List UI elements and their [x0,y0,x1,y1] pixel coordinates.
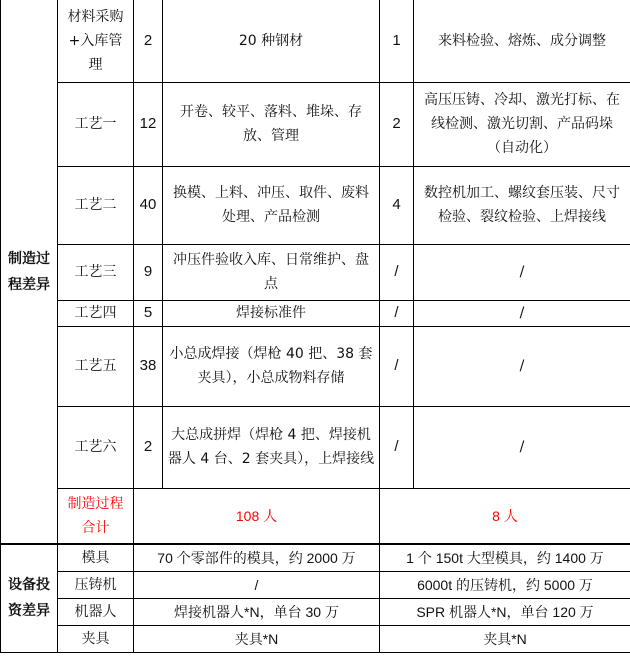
count-a: 5 [134,300,163,326]
process-name: 工艺三 [58,244,134,300]
equipment-name: 压铸机 [58,571,134,598]
process-name: 工艺一 [58,82,134,166]
process-name: 工艺四 [58,300,134,326]
count-b: / [380,406,414,488]
table-row [1,571,630,598]
process-name: 工艺二 [58,166,134,244]
process-name: 工艺五 [58,326,134,406]
equipment-name: 机器人 [58,598,134,625]
table-row [1,0,630,82]
equipment-b: 1 个 150t 大型模具，约 1400 万 [380,544,630,571]
process-name: 材料采购+入库管理 [58,0,134,82]
count-b: / [380,244,414,300]
description-b: / [414,244,630,300]
description-b: / [414,300,630,326]
table-row [1,244,630,300]
count-a: 2 [134,406,163,488]
table-row [1,166,630,244]
table-row-total [1,488,630,544]
table-row [1,406,630,488]
count-a: 38 [134,326,163,406]
count-a: 2 [134,0,163,82]
description-b: 高压压铸、冷却、激光打标、在线检测、激光切割、产品码垛（自动化） [414,82,630,166]
description-a: 换模、上料、冲压、取件、废料处理、产品检测 [163,166,380,244]
description-a: 大总成拼焊（焊枪 4 把、焊接机器人 4 台、2 套夹具），上焊接线 [163,406,380,488]
equipment-name: 夹具 [58,625,134,652]
table-row [1,326,630,406]
equipment-b: 夹具*N [380,625,630,652]
total-label: 制造过程合计 [58,488,134,544]
equipment-a: 焊接机器人*N，单台 30 万 [134,598,380,625]
section-label-equipment: 设备投资差异 [1,544,58,652]
description-b: 来料检验、熔炼、成分调整 [414,0,630,82]
description-b: / [414,406,630,488]
equipment-name: 模具 [58,544,134,571]
table-row [1,598,630,625]
count-a: 40 [134,166,163,244]
description-a: 冲压件验收入库、日常维护、盘点 [163,244,380,300]
description-b: 数控机加工、螺纹套压装、尺寸检验、裂纹检验、上焊接线 [414,166,630,244]
description-a: 20 种钢材 [163,0,380,82]
description-a: 焊接标准件 [163,300,380,326]
count-b: 2 [380,82,414,166]
table-row [1,300,630,326]
equipment-b: 6000t 的压铸机，约 5000 万 [380,571,630,598]
total-a: 108 人 [134,488,380,544]
count-b: 4 [380,166,414,244]
process-name: 工艺六 [58,406,134,488]
equipment-a: 70 个零部件的模具，约 2000 万 [134,544,380,571]
section-label-manufacturing: 制造过程差异 [1,0,58,544]
count-b: 1 [380,0,414,82]
description-a: 小总成焊接（焊枪 40 把、38 套夹具），小总成物料存储 [163,326,380,406]
count-b: / [380,326,414,406]
count-b: / [380,300,414,326]
equipment-a: 夹具*N [134,625,380,652]
table-row [1,82,630,166]
description-a: 开卷、较平、落料、堆垛、存放、管理 [163,82,380,166]
total-b: 8 人 [380,488,630,544]
table-row [1,544,630,571]
equipment-a: / [134,571,380,598]
description-b: / [414,326,630,406]
table-row [1,625,630,652]
count-a: 12 [134,82,163,166]
equipment-b: SPR 机器人*N，单台 120 万 [380,598,630,625]
count-a: 9 [134,244,163,300]
